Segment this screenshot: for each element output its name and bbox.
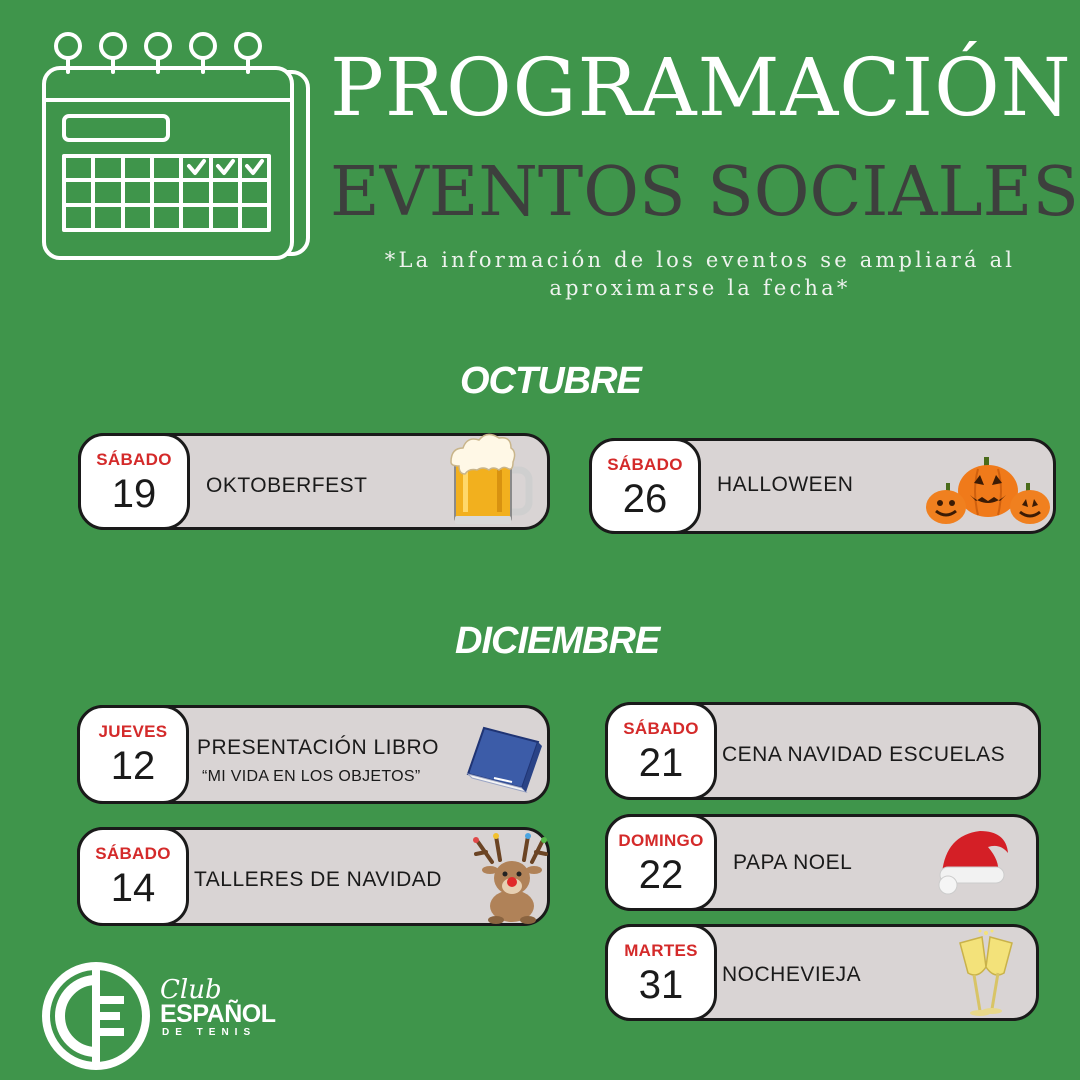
page-subtitle: EVENTOS SOCIALES — [330, 153, 1079, 232]
date-box — [605, 814, 717, 911]
info-note: *La información de los eventos se ampliará al aproximarse la fecha* — [384, 248, 1016, 300]
logo-club: Club — [160, 975, 222, 1005]
event-card-talleres-navidad — [77, 827, 550, 926]
date-number: 12 — [110, 744, 156, 788]
event-title: NOCHEVIEJA — [722, 963, 862, 986]
day-label: JUEVES — [98, 722, 168, 741]
logo-de-tenis: DE TENIS — [162, 1027, 257, 1038]
event-card-presentacion-libro — [77, 705, 550, 804]
event-title: OKTOBERFEST — [206, 474, 368, 497]
day-label: DOMINGO — [618, 831, 704, 850]
date-number: 31 — [638, 963, 684, 1007]
date-box — [605, 924, 717, 1021]
event-card-papa-noel — [605, 814, 1039, 911]
event-title: CENA NAVIDAD ESCUELAS — [722, 743, 1006, 766]
date-box — [77, 705, 189, 804]
day-label: SÁBADO — [95, 844, 171, 863]
event-card-nochevieja — [605, 924, 1039, 1021]
date-number: 26 — [622, 477, 668, 521]
book-icon — [464, 722, 544, 794]
page-title: PROGRAMACIÓN — [330, 41, 1072, 134]
event-card-halloween — [589, 438, 1056, 534]
event-card-oktoberfest — [78, 433, 550, 530]
event-title: TALLERES DE NAVIDAD — [194, 868, 442, 891]
day-label: SÁBADO — [623, 719, 699, 738]
date-number: 14 — [110, 866, 156, 910]
event-title: PRESENTACIÓN LIBRO — [197, 736, 439, 759]
day-label: SÁBADO — [96, 450, 172, 469]
logo-espanol: ESPAÑOL — [160, 1000, 276, 1028]
date-box — [589, 438, 701, 534]
event-title: PAPA NOEL — [733, 851, 853, 874]
reindeer-icon — [466, 830, 550, 924]
date-number: 22 — [638, 853, 684, 897]
club-logo-emblem — [40, 960, 152, 1072]
champagne-glasses-icon — [946, 929, 1026, 1023]
beer-mug-icon — [447, 432, 535, 528]
pumpkins-icon — [924, 455, 1052, 527]
santa-hat-icon — [934, 823, 1014, 899]
calendar-icon — [38, 28, 318, 264]
date-number: 21 — [638, 741, 684, 785]
event-card-cena-navidad — [605, 702, 1041, 800]
day-label: SÁBADO — [607, 455, 683, 474]
month-heading-october: OCTUBRE — [460, 360, 641, 402]
month-heading-december: DICIEMBRE — [455, 620, 660, 662]
date-box — [605, 702, 717, 800]
day-label: MARTES — [624, 941, 698, 960]
event-title: HALLOWEEN — [717, 473, 854, 496]
event-subtitle: “MI VIDA EN LOS OBJETOS” — [202, 768, 421, 785]
date-number: 19 — [111, 472, 157, 516]
date-box — [78, 433, 190, 530]
date-box — [77, 827, 189, 926]
